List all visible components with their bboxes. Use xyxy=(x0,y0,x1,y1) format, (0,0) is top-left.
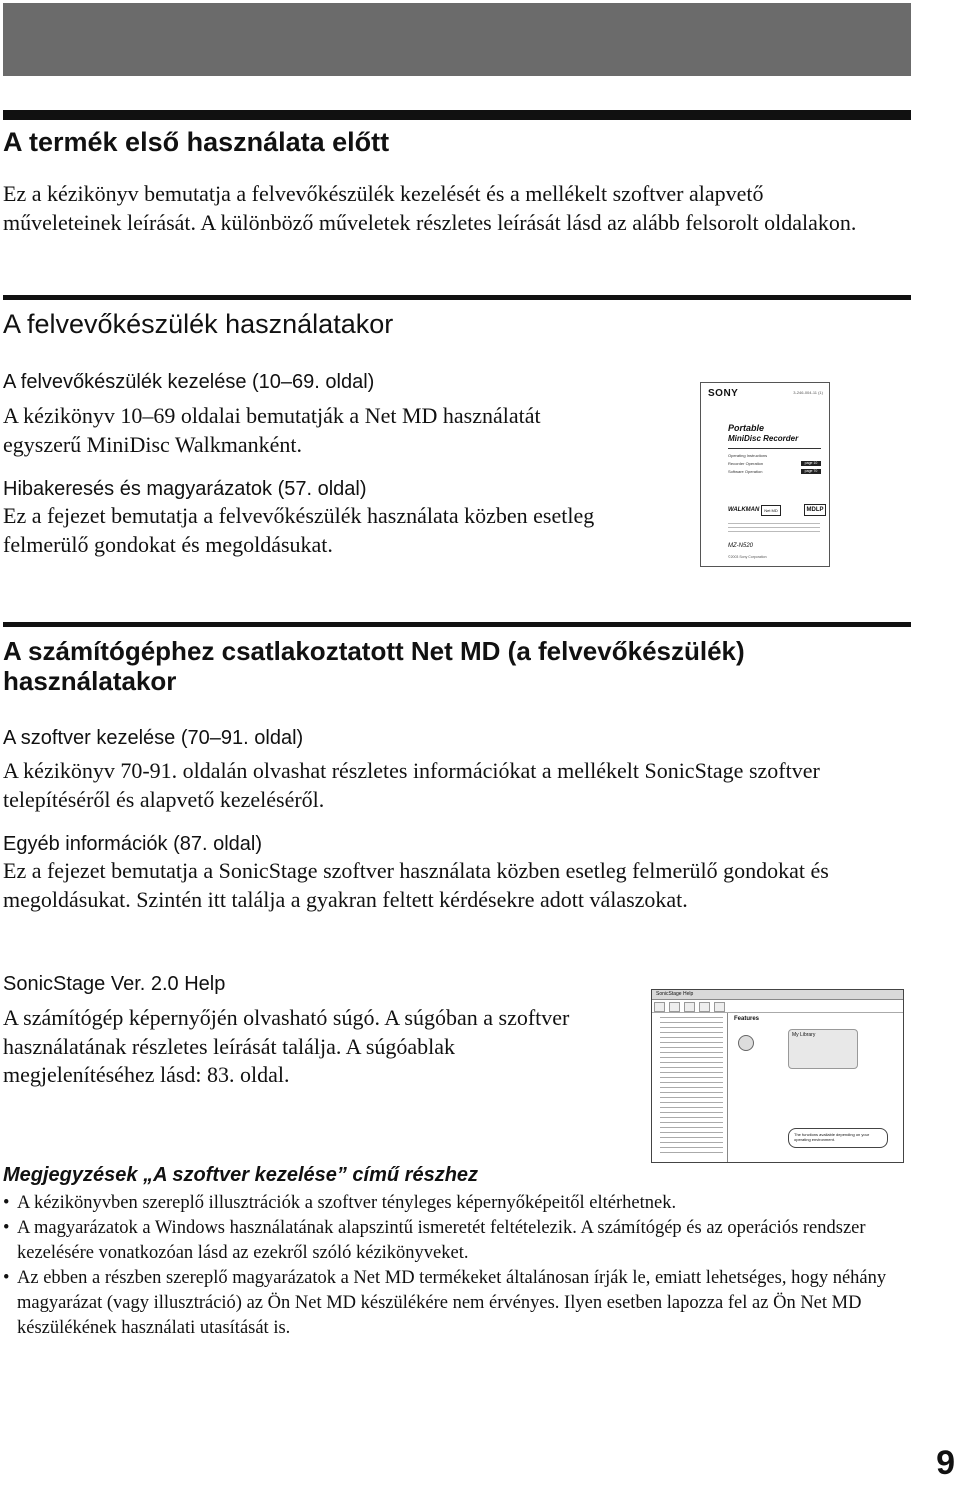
help-content-title: Features xyxy=(734,1016,760,1022)
sony-logo: SONY xyxy=(708,388,739,399)
cover-page-software: page 70 xyxy=(801,469,821,474)
cover-title-line2: MiniDisc Recorder xyxy=(728,434,799,443)
section-title: A termék első használata előtt xyxy=(3,127,390,157)
item-text: A kézikönyv 70-91. oldalán olvashat részletes információkat a mellékelt SonicStage szoftver telepítéséről és alapvető kezeléséről. xyxy=(3,758,820,812)
help-content-pane xyxy=(728,1013,903,1162)
item-text: A kézikönyv 10–69 oldalai bemutatják a Net MD használatát egyszerű MiniDisc Walkmanként. xyxy=(3,403,541,457)
item-heading: Egyéb információk (87. oldal) xyxy=(3,833,263,855)
note-item: • A kézikönyvben szereplő illusztrációk a szoftver tényleges képernyőképeitől eltérhetnek. xyxy=(3,1191,908,1216)
item-heading: Hibakeresés és magyarázatok (57. oldal) xyxy=(3,478,367,500)
cover-rule xyxy=(728,448,821,449)
cover-fine-print xyxy=(728,523,820,535)
cover-title-line1: Portable xyxy=(728,423,765,433)
manual-cover-image xyxy=(700,382,830,567)
item-heading: A szoftver kezelése (70–91. oldal) xyxy=(3,727,304,749)
cover-operating: Operating Instructions xyxy=(728,453,768,458)
cd-icon xyxy=(738,1035,754,1051)
cover-recorder: Recorder Operation xyxy=(728,461,764,466)
manual-code: 3-246-004-11 (1) xyxy=(793,390,823,395)
help-tip-bubble: The functions available depending on your operating environment. xyxy=(788,1128,888,1148)
section-rule xyxy=(3,110,911,120)
item-text: Ez a fejezet bemutatja a SonicStage szoftver használata közben esetleg felmerülő gondokat és megoldásukat. Szintén itt találja a gyakran feltett kérdésekre adott válaszokat. xyxy=(3,858,829,912)
help-tree-pane xyxy=(652,1013,728,1162)
help-titlebar: SonicStage Help xyxy=(652,990,903,1000)
item-heading: SonicStage Ver. 2.0 Help xyxy=(3,973,226,995)
walkman-logo: WALKMAN xyxy=(728,507,760,513)
subsection-title: A felvevőkészülék használatakor xyxy=(3,309,394,339)
item-heading: A felvevőkészülék kezelése (10–69. oldal) xyxy=(3,371,375,393)
help-window-screenshot xyxy=(651,989,904,1163)
page-number: 9 xyxy=(936,1444,955,1482)
item-text: A számítógép képernyőjén olvasható súgó. A súgóban a szoftver használatának részletes leírását találja. A súgóablak megjelenítéséhez lásd: 83. oldal. xyxy=(3,1005,570,1087)
cover-model: MZ-N520 xyxy=(728,543,754,549)
note-item: • Az ebben a részben szereplő magyarázatok a Net MD termékeket általánosan írják le, emiatt lehetséges, hogy néhány magyarázat (vagy illusztráció) az Ön Net MD készülékére nem érvényes. Ilyen esetben lapozza fel az Ön Net MD készülékének használati utasítását is. xyxy=(3,1266,908,1341)
mdlp-logo: MDLP xyxy=(804,504,826,516)
subsection-rule xyxy=(3,295,911,300)
intro-paragraph: Ez a kézikönyv bemutatja a felvevőkészülék kezelését és a mellékelt szoftver alapvető műveleteinek leírását. A különböző műveletek részletes leírását lásd az alább felsorolt oldalakon. xyxy=(3,181,857,235)
notes-title: Megjegyzések „A szoftver kezelése” című részhez xyxy=(3,1164,479,1186)
item-text: Ez a fejezet bemutatja a felvevőkészülék használata közben esetleg felmerülő gondokat és megoldásukat. xyxy=(3,503,595,557)
netmd-logo: Net MD xyxy=(761,505,781,516)
header-bar xyxy=(3,3,911,76)
note-item: • A magyarázatok a Windows használatának alapszintű ismeretét feltételezik. A számítógép és az operációs rendszer kezelésére vonatkozóan lásd az ezekről szóló kézikönyveket. xyxy=(3,1216,908,1266)
cover-copyright: ©2003 Sony Corporation xyxy=(728,555,767,559)
notes-list xyxy=(3,1191,908,1341)
subsection-title: A számítógéphez csatlakoztatott Net MD (a felvevőkészülék) használatakor xyxy=(3,636,745,696)
help-toolbar xyxy=(652,1000,903,1013)
cover-page-recorder: page 10 xyxy=(801,461,821,466)
cover-logos xyxy=(728,503,823,517)
my-library-panel: My Library xyxy=(788,1029,858,1069)
subsection-rule xyxy=(3,622,911,627)
cover-software: Software Operation xyxy=(728,469,763,474)
